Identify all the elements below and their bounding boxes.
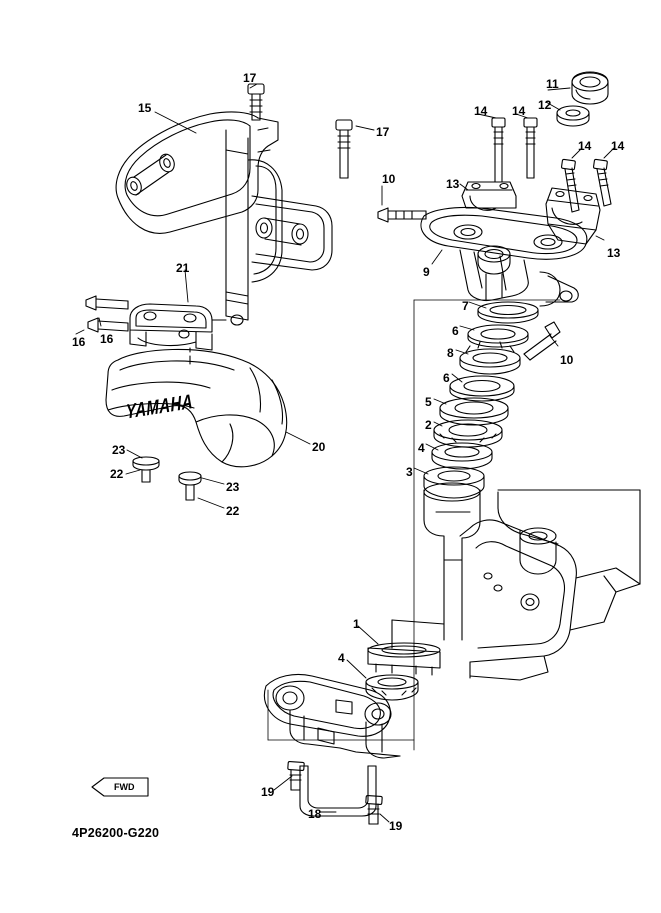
part-6-washer-upper — [468, 325, 528, 347]
callout-14-b: 14 — [512, 104, 526, 118]
callout-6-b: 6 — [443, 371, 450, 385]
callout-22-a: 22 — [110, 467, 124, 481]
callout-19-b: 19 — [389, 819, 403, 833]
fwd-label: FWD — [114, 782, 135, 792]
part-13-holder-left — [462, 182, 516, 210]
callout-14-c: 14 — [578, 139, 592, 153]
part-4-bearing-lower — [366, 675, 418, 700]
part-14-bolt-a — [492, 118, 505, 182]
callout-20: 20 — [312, 440, 326, 454]
callout-23-a: 23 — [112, 443, 126, 457]
part-12-washer — [557, 106, 589, 126]
callout-23-b: 23 — [226, 480, 240, 494]
callout-14-a: 14 — [474, 104, 488, 118]
callout-1: 1 — [353, 617, 360, 631]
part-14-bolt-d — [593, 159, 611, 206]
callout-13-a: 13 — [446, 177, 460, 191]
callout-16-a: 16 — [72, 335, 86, 349]
part-16-screw-a — [86, 296, 128, 310]
part-11-cap-nut — [572, 72, 608, 104]
part-1-ring-nut — [368, 643, 440, 675]
part-15-bracket — [116, 112, 332, 325]
lower-bracket — [264, 674, 400, 758]
callout-11: 11 — [546, 77, 559, 91]
callout-5: 5 — [425, 395, 432, 409]
callout-9: 9 — [423, 265, 430, 279]
callout-16-b: 16 — [100, 332, 114, 346]
part-10-bolt-b — [524, 322, 560, 360]
callout-19-a: 19 — [261, 785, 275, 799]
callout-10-b: 10 — [560, 353, 574, 367]
callout-13-b: 13 — [607, 246, 621, 260]
brand-text: YAMAHA — [125, 390, 194, 425]
leader-lines — [76, 84, 614, 822]
part-17-bolt-b — [336, 120, 352, 178]
frame-cutaway — [460, 490, 640, 680]
part-number-label: 4P26200-G220 — [72, 826, 160, 840]
callout-7: 7 — [462, 299, 469, 313]
part-16-screw-b — [88, 318, 128, 332]
part-4-bearing-upper — [432, 443, 492, 469]
callout-8: 8 — [447, 346, 454, 360]
callout-22-b: 22 — [226, 504, 240, 518]
callout-14-d: 14 — [611, 139, 625, 153]
callout-17-b: 17 — [376, 125, 390, 139]
part-22-screw-a — [179, 472, 201, 500]
part-23-washer-a — [133, 457, 159, 482]
part-7-retainer — [478, 302, 538, 323]
part-10-bolt-a — [378, 208, 426, 222]
callout-15: 15 — [138, 101, 152, 115]
callout-12: 12 — [538, 98, 552, 112]
part-21-clamp — [130, 304, 226, 364]
part-14-bolt-c — [561, 159, 579, 212]
steering-stem-shaft — [392, 483, 480, 648]
callout-3: 3 — [406, 465, 413, 479]
part-9-upper-bracket — [421, 207, 587, 306]
callout-17: 17 — [243, 71, 257, 85]
callout-4-b: 4 — [338, 651, 345, 665]
callout-21: 21 — [176, 261, 190, 275]
callout-10-a: 10 — [382, 172, 396, 186]
callout-18: 18 — [308, 807, 322, 821]
callout-4-a: 4 — [418, 441, 425, 455]
callout-6-a: 6 — [452, 324, 459, 338]
part-14-bolt-b — [524, 118, 537, 178]
callout-2: 2 — [425, 418, 432, 432]
